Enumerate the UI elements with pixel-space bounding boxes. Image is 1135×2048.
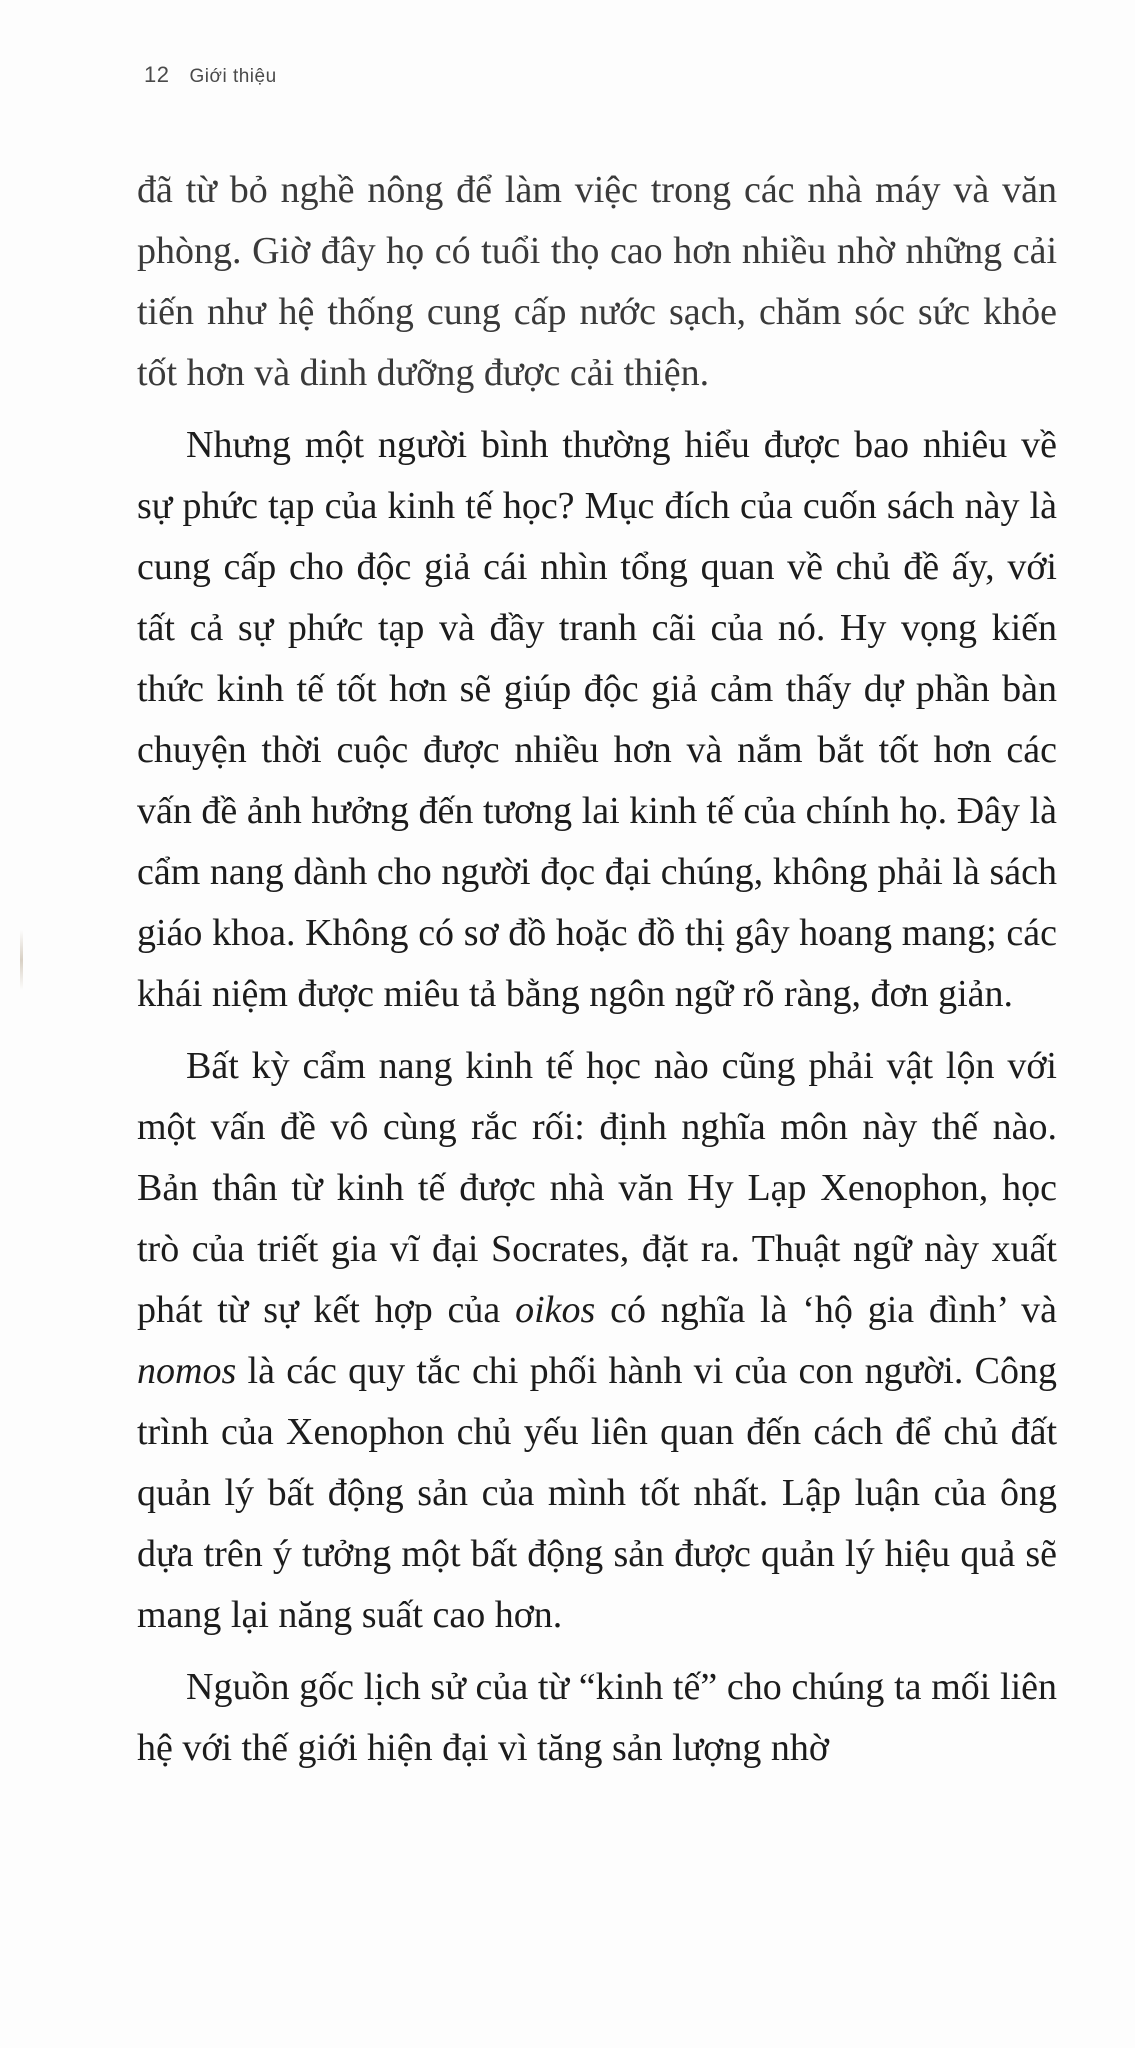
text-run: đã từ bỏ nghề nông để làm việc trong các nhà máy và văn phòng. Giờ đây họ có tuổi thọ cao hơn nhiều nhờ những cải tiến như hệ thống cung cấp nước sạch, chăm sóc sức khỏe tốt hơn và dinh dưỡng được cải thiện. (137, 169, 1057, 394)
text-run: có nghĩa là ‘hộ gia đình’ và (595, 1289, 1057, 1331)
text-run: là các quy tắc chi phối hành vi của con người. Công trình của Xenophon chủ yếu liên quan đến cách để chủ đất quản lý bất động sản của mình tốt nhất. Lập luận của ông dựa trên ý tưởng một bất động sản được quản lý hiệu quả sẽ mang lại năng suất cao hơn. (137, 1350, 1057, 1636)
paragraph (137, 1657, 1057, 1779)
italic-term: oikos (515, 1289, 596, 1331)
page-edge-mark (20, 930, 23, 990)
body-text (137, 160, 1057, 1779)
text-run: Nguồn gốc lịch sử của từ “kinh tế” cho chúng ta mối liên hệ với thế giới hiện đại vì tăng sản lượng nhờ (137, 1666, 1057, 1769)
italic-term: nomos (137, 1350, 237, 1392)
page-number: 12 (144, 62, 170, 87)
paragraph (137, 160, 1057, 404)
text-run: Bất kỳ cẩm nang kinh tế học nào cũng phải vật lộn với một vấn đề vô cùng rắc rối: định nghĩa môn này thế nào. Bản thân từ kinh tế được nhà văn Hy Lạp Xenophon, học trò của triết gia vĩ đại Socrates, đặt ra. Thuật ngữ này xuất phát từ sự kết hợp của (137, 1045, 1057, 1331)
running-header (144, 62, 277, 88)
text-run: Nhưng một người bình thường hiểu được bao nhiêu về sự phức tạp của kinh tế học? Mục đích của cuốn sách này là cung cấp cho độc giả cái nhìn tổng quan về chủ đề ấy, với tất cả sự phức tạp và đầy tranh cãi của nó. Hy vọng kiến thức kinh tế tốt hơn sẽ giúp độc giả cảm thấy dự phần bàn chuyện thời cuộc được nhiều hơn và nắm bắt tốt hơn các vấn đề ảnh hưởng đến tương lai kinh tế của chính họ. Đây là cẩm nang dành cho người đọc đại chúng, không phải là sách giáo khoa. Không có sơ đồ hoặc đồ thị gây hoang mang; các khái niệm được miêu tả bằng ngôn ngữ rõ ràng, đơn giản. (137, 424, 1057, 1015)
section-title: Giới thiệu (189, 66, 277, 87)
paragraph (137, 1036, 1057, 1646)
paragraph (137, 415, 1057, 1025)
